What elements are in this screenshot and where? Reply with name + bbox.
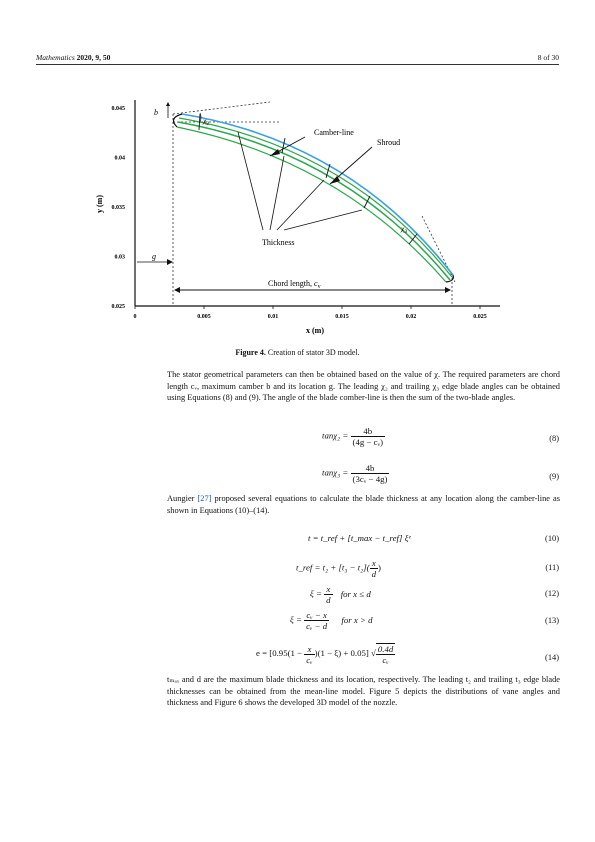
y-axis-label: y (m): [95, 195, 104, 213]
equation-14: e = [0.95(1 − $\frac{x}{\text{cᵥ}}$ )(1 − ξ) + 0.05] √ $\frac{0.4d}{\text{cᵥ}}$: [256, 643, 394, 665]
chi3-label: $\chi_3$: [401, 224, 408, 235]
reference-27-link[interactable]: [27]: [197, 494, 212, 503]
x-tick-label: 0.005: [197, 314, 211, 320]
figure-caption: [0, 348, 595, 357]
journal-volume: 2020, 9, 50: [76, 53, 111, 62]
g-arrowhead: [167, 259, 173, 265]
x-tick-label: 0.015: [335, 314, 349, 320]
journal-name: Mathematics: [36, 53, 75, 62]
b-label: b: [154, 108, 158, 117]
y-tick-label: 0.03: [114, 254, 125, 261]
blade-lower-curve: [177, 127, 446, 282]
leading-edge-nose: [173, 114, 182, 127]
leading-edge-tangent: [173, 102, 270, 114]
thickness-leaders: [238, 132, 362, 230]
equation-11-number: (11): [545, 563, 559, 572]
x-tick-label: 0: [133, 314, 137, 320]
g-label: g: [152, 252, 156, 261]
equation-13-number: (13): [545, 616, 559, 625]
thickness-markers: [199, 114, 417, 244]
figure-caption-text: Creation of stator 3D model.: [265, 348, 360, 357]
x-tick-label: 0.02: [405, 314, 417, 320]
y-tick-label: 0.035: [111, 205, 125, 211]
x-tick-label: 0.025: [473, 314, 487, 320]
equation-8-number: (8): [549, 434, 559, 443]
equation-9-number: (9): [549, 472, 559, 481]
camber-line-curve: [178, 122, 450, 280]
thickness-label: Thickness: [262, 238, 295, 247]
y-tick-label: 0.045: [111, 106, 125, 112]
equation-8: tanχ₂ = $\frac{4b}{\text{(4g − cᵥ)}}$: [322, 426, 384, 447]
page-number: 8 of 30: [537, 53, 559, 62]
camber-line-label: Camber-line: [314, 128, 354, 137]
equation-10: t = t_ref + [t_max − t_ref] ξᵉ: [308, 533, 411, 543]
paragraph-aungier: Aungier [27] proposed several equations to calculate the blade thickness at any location along the camber-line as shown in Equations (10)–(14).: [167, 494, 560, 515]
header-rule: [36, 64, 559, 65]
figure-label: Figure 4.: [235, 348, 266, 357]
x-tick-label: 0.01: [267, 314, 279, 320]
equation-10-number: (10): [545, 534, 559, 543]
chord-arrowhead-right: [445, 287, 451, 293]
equation-13: ξ = $\frac{\text{cᵥ − x}}{\text{cᵥ − d}}$ for x > d: [290, 610, 373, 631]
chi2-label: $\chi_2$: [203, 116, 210, 127]
b-arrowhead: [166, 102, 170, 106]
blade-upper-curve: [179, 118, 452, 277]
chord-length-label: Chord length, $c_v$: [268, 279, 321, 290]
paragraph-stator-params: The stator geometrical parameters can then be obtained based on the value of χ. The required parameters are chord length cᵥ, maximum camber b and its location g. The leading χ₂ and trailing χ₃ edge blade angles can be obtained using Equations (8) and (9). The angle of the blade comber-line is then the sum of the two-blade angles.: [167, 370, 560, 403]
chord-arrowhead-left: [174, 287, 180, 293]
equation-14-number: (14): [545, 653, 559, 662]
running-header-journal: [36, 53, 110, 62]
stator-diagram: [90, 92, 520, 342]
y-tick-label: 0.025: [111, 304, 125, 310]
y-tick-label: 0.04: [114, 155, 125, 162]
x-axis-label: x (m): [306, 326, 324, 335]
equation-12: ξ = $\frac{x}{d}$ for x ≤ d: [310, 584, 371, 605]
equation-9: tanχ₃ = $\frac{4b}{\text{(3cᵥ − 4g)}}$: [322, 463, 388, 484]
equation-12-number: (12): [545, 589, 559, 598]
equation-11: t_ref = t₂ + [t₃ − t₂]( $\frac{x}{d}$ ): [296, 558, 381, 579]
shroud-label: Shroud: [377, 138, 401, 147]
paragraph-thickness-summary: tₘₐₓ and d are the maximum blade thickness and its location, respectively. The leading t₂ and trailing t₃ edge blade thicknesses can be obtained from the mean-line model. Figure 5 depicts the distributions of vane angles and thickness and Figure 6 shows the developed 3D model of the nozzle.: [167, 675, 560, 708]
